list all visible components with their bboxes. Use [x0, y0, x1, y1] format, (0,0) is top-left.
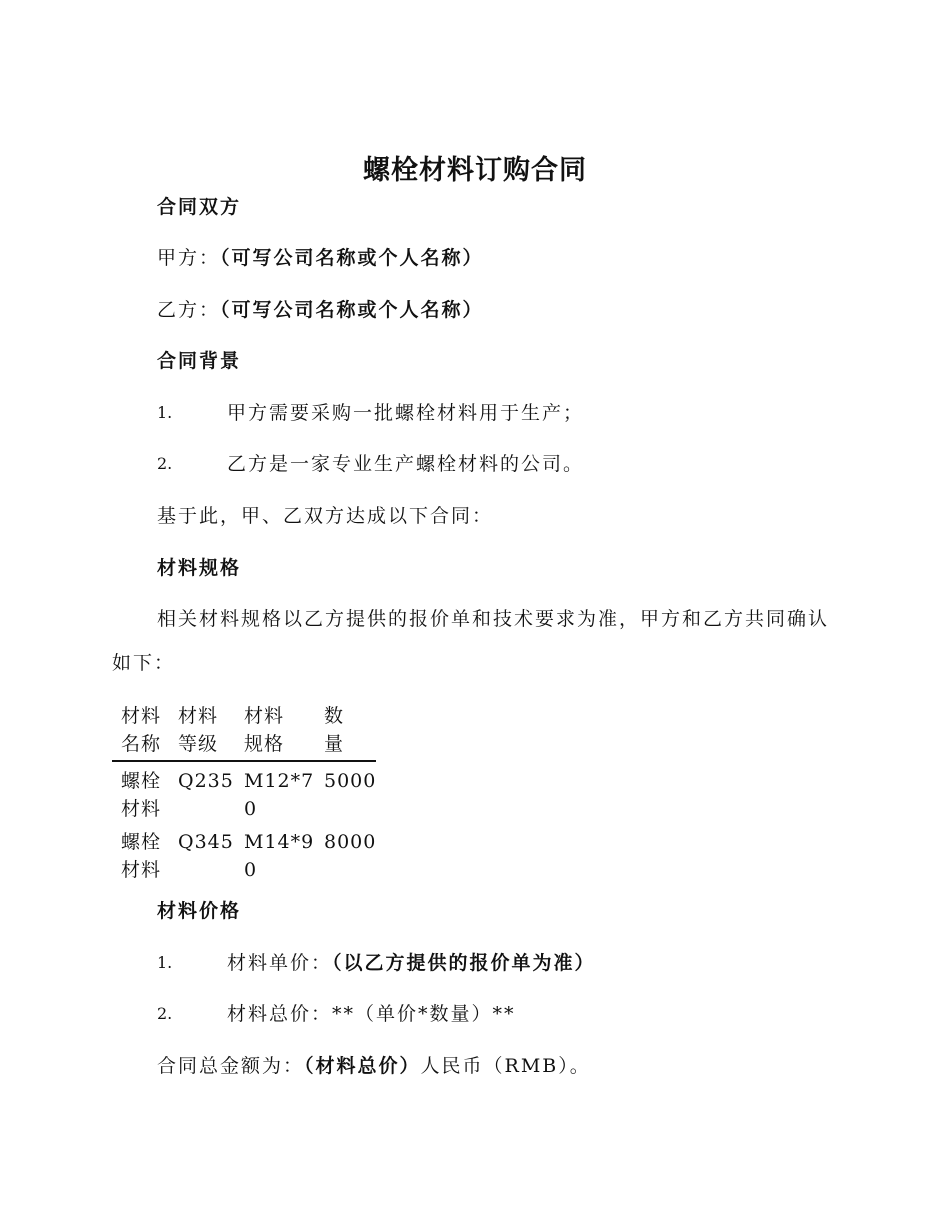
party-a-label: 甲方：	[157, 247, 221, 269]
party-a-line	[157, 245, 484, 271]
table-row	[112, 823, 376, 884]
table-header-cell: 材料 名称	[112, 702, 178, 761]
table-row	[112, 761, 376, 823]
price-item-label: 材料总价：	[227, 1003, 333, 1025]
list-number: 1.	[157, 953, 173, 972]
contract-total-label: 合同总金额为：	[157, 1055, 305, 1077]
background-conclusion: 基于此，甲、乙双方达成以下合同：	[157, 505, 494, 527]
price-item-total	[227, 1001, 516, 1027]
party-b-line	[157, 297, 484, 323]
list-number: 2.	[157, 1004, 173, 1023]
contract-total-value: （材料总价）	[304, 1055, 421, 1077]
section-heading-background: 合同背景	[157, 350, 242, 372]
price-item-value: **（单价*数量）**	[332, 1003, 516, 1025]
table-header-cell: 数 量	[324, 702, 376, 761]
list-item-text: 乙方是一家专业生产螺栓材料的公司。	[227, 453, 585, 475]
price-item-unit	[227, 950, 596, 976]
party-a-value: （可写公司名称或个人名称）	[220, 247, 484, 269]
contract-total-suffix: 人民币（RMB）。	[420, 1055, 591, 1077]
table-header-cell: 材料 等级	[178, 702, 244, 761]
price-item-label: 材料单价：	[227, 952, 333, 974]
party-b-value: （可写公司名称或个人名称）	[220, 299, 484, 321]
document-title: 螺栓材料订购合同	[363, 155, 587, 186]
list-number: 1.	[157, 403, 173, 422]
table-cell: 8000	[324, 831, 377, 853]
section-heading-parties: 合同双方	[157, 196, 242, 218]
list-number: 2.	[157, 454, 173, 473]
table-header-cell: 材料 规格	[244, 702, 324, 761]
specs-paragraph: 相关材料规格以乙方提供的报价单和技术要求为准，甲方和乙方共同确认如下：	[112, 608, 830, 674]
table-cell: Q345	[178, 831, 234, 853]
price-item-value: （以乙方提供的报价单为准）	[332, 952, 596, 974]
contract-total-line	[157, 1053, 591, 1079]
list-item-text: 甲方需要采购一批螺栓材料用于生产；	[227, 402, 585, 424]
section-heading-specs: 材料规格	[157, 557, 242, 579]
table-cell: 5000	[324, 770, 377, 792]
section-heading-price: 材料价格	[157, 900, 242, 922]
table-cell: 螺栓 材料	[121, 770, 162, 820]
table-header-row	[112, 702, 376, 761]
table-cell: Q235	[178, 770, 234, 792]
table-cell: M12*7 0	[244, 770, 315, 820]
table-cell: 螺栓 材料	[121, 831, 162, 881]
party-b-label: 乙方：	[157, 299, 221, 321]
table-cell: M14*9 0	[244, 831, 315, 881]
spec-table	[112, 702, 376, 884]
